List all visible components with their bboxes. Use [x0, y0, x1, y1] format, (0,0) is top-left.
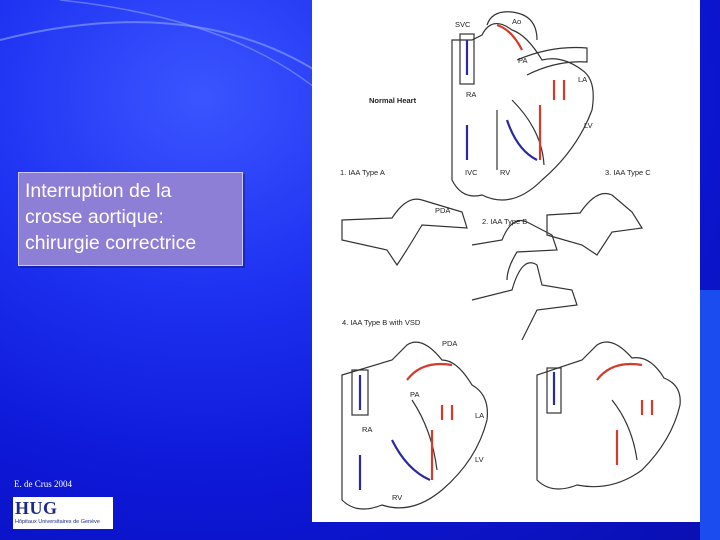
logo-subtitle: Hôpitaux Universitaires de Genève: [15, 519, 100, 525]
arch-variants-labels: [340, 168, 651, 327]
heart-diagram: [312, 0, 700, 522]
repaired-heart-right-arrows: [554, 364, 652, 465]
label-rv: RV: [500, 168, 511, 177]
logo-text: HUG: [15, 498, 58, 518]
label-svc: SVC: [455, 20, 471, 29]
label-ra: RA: [466, 90, 477, 99]
normal-heart-labels: [369, 17, 593, 177]
hug-logo: [13, 497, 113, 529]
label-pda-2: PDA: [442, 339, 458, 348]
title-box: [18, 172, 243, 266]
label-pda: PDA: [435, 206, 451, 215]
repaired-heart-right-drawing: [537, 342, 680, 489]
label-la-2: LA: [475, 411, 485, 420]
label-iaa-type-b-vsd: 4. IAA Type B with VSD: [342, 318, 421, 327]
author-credit: E. de Crus 2004: [14, 479, 72, 489]
label-la: LA: [578, 75, 588, 84]
label-rv-2: RV: [392, 493, 403, 502]
label-lv-2: LV: [475, 455, 484, 464]
heart-diagram-figure: [312, 0, 700, 522]
label-normal-heart: Normal Heart: [369, 96, 417, 105]
repaired-heart-left-arrows: [360, 364, 452, 490]
label-lv: LV: [584, 121, 593, 130]
label-iaa-type-a: 1. IAA Type A: [340, 168, 385, 177]
slide-title: Interruption de la crosse aortique: chirurgie correctrice: [25, 180, 197, 254]
label-ao: Ao: [512, 17, 522, 26]
label-pa-2: PA: [410, 390, 420, 399]
label-iaa-type-c: 3. IAA Type C: [605, 168, 651, 177]
label-iaa-type-b: 2. IAA Type B: [482, 217, 528, 226]
right-accent-strip: [700, 290, 720, 540]
normal-heart-arrows: [467, 25, 564, 160]
label-ra-2: RA: [362, 425, 373, 434]
label-ivc: IVC: [465, 168, 478, 177]
label-pa: PA: [518, 56, 528, 65]
